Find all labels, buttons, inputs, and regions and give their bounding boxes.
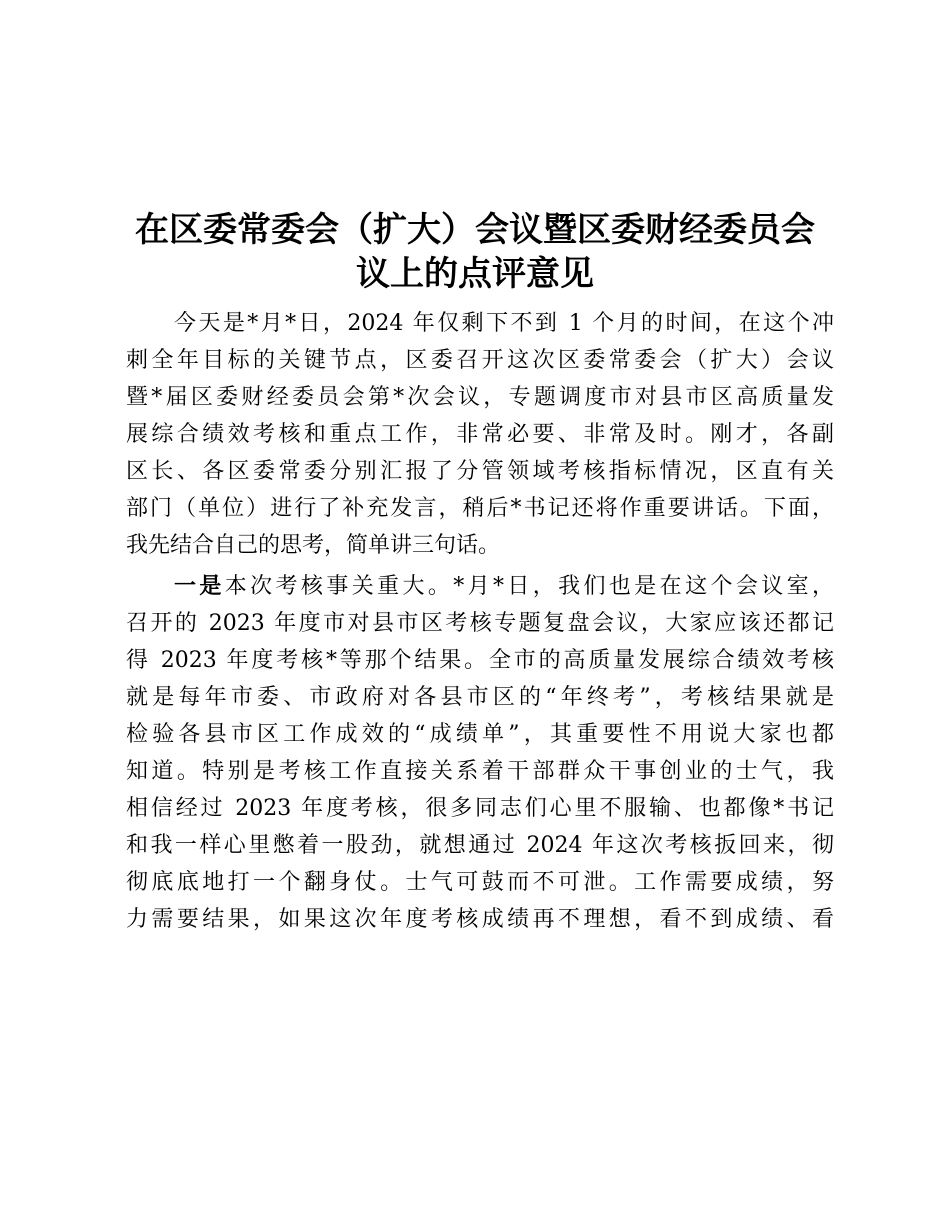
paragraph-line: 相信经过 2023 年度考核，很多同志们心里不服输、也都像*书记 bbox=[126, 796, 834, 821]
document-title bbox=[100, 208, 850, 296]
paragraph-line: 就是每年市委、市政府对各县市区的“年终考”，考核结果就是 bbox=[126, 685, 834, 710]
title-line-2: 议上的点评意见 bbox=[356, 254, 594, 294]
paragraph-line: 区长、各区委常委分别汇报了分管领域考核指标情况，区直有关 bbox=[126, 459, 834, 484]
paragraph-line-rest: 本次考核事关重大。*月*日，我们也是在这个会议室， bbox=[224, 574, 834, 599]
document-body bbox=[126, 305, 834, 938]
paragraph-line: 暨*届区委财经委员会第*次会议，专题调度市对县市区高质量发 bbox=[126, 385, 834, 410]
title-line-1: 在区委常委会（扩大）会议暨区委财经委员会 bbox=[135, 210, 815, 250]
paragraph-lead: 一是 bbox=[174, 573, 225, 599]
paragraph-line: 得 2023 年度考核*等那个结果。全市的高质量发展综合绩效考核 bbox=[126, 648, 834, 673]
paragraph-line: 检验各县市区工作成效的“成绩单”，其重要性不用说大家也都 bbox=[126, 722, 834, 747]
paragraph-line: 和我一样心里憋着一股劲，就想通过 2024 年这次考核扳回来，彻 bbox=[126, 833, 834, 858]
paragraph-line: 召开的 2023 年度市对县市区考核专题复盘会议，大家应该还都记 bbox=[126, 611, 834, 636]
paragraph-line: 展综合绩效考核和重点工作，非常必要、非常及时。刚才，各副 bbox=[126, 422, 834, 447]
paragraph-line: 刺全年目标的关键节点，区委召开这次区委常委会（扩大）会议 bbox=[126, 348, 834, 373]
paragraph-line: 力需要结果，如果这次年度考核成绩再不理想，看不到成绩、看 bbox=[126, 907, 834, 932]
paragraph-2 bbox=[126, 568, 834, 938]
paragraph-line: 知道。特别是考核工作直接关系着干部群众干事创业的士气，我 bbox=[126, 759, 834, 784]
paragraph-line-first bbox=[126, 568, 834, 605]
paragraph-line: 彻底底地打一个翻身仗。士气可鼓而不可泄。工作需要成绩，努 bbox=[126, 870, 834, 895]
paragraph-line: 我先结合自己的思考，简单讲三句话。 bbox=[126, 533, 501, 558]
paragraph-line: 部门（单位）进行了补充发言，稍后*书记还将作重要讲话。下面， bbox=[126, 496, 834, 521]
paragraph-line: 今天是*月*日，2024 年仅剩下不到 1 个月的时间，在这个冲 bbox=[174, 311, 834, 336]
paragraph-1 bbox=[126, 305, 834, 564]
